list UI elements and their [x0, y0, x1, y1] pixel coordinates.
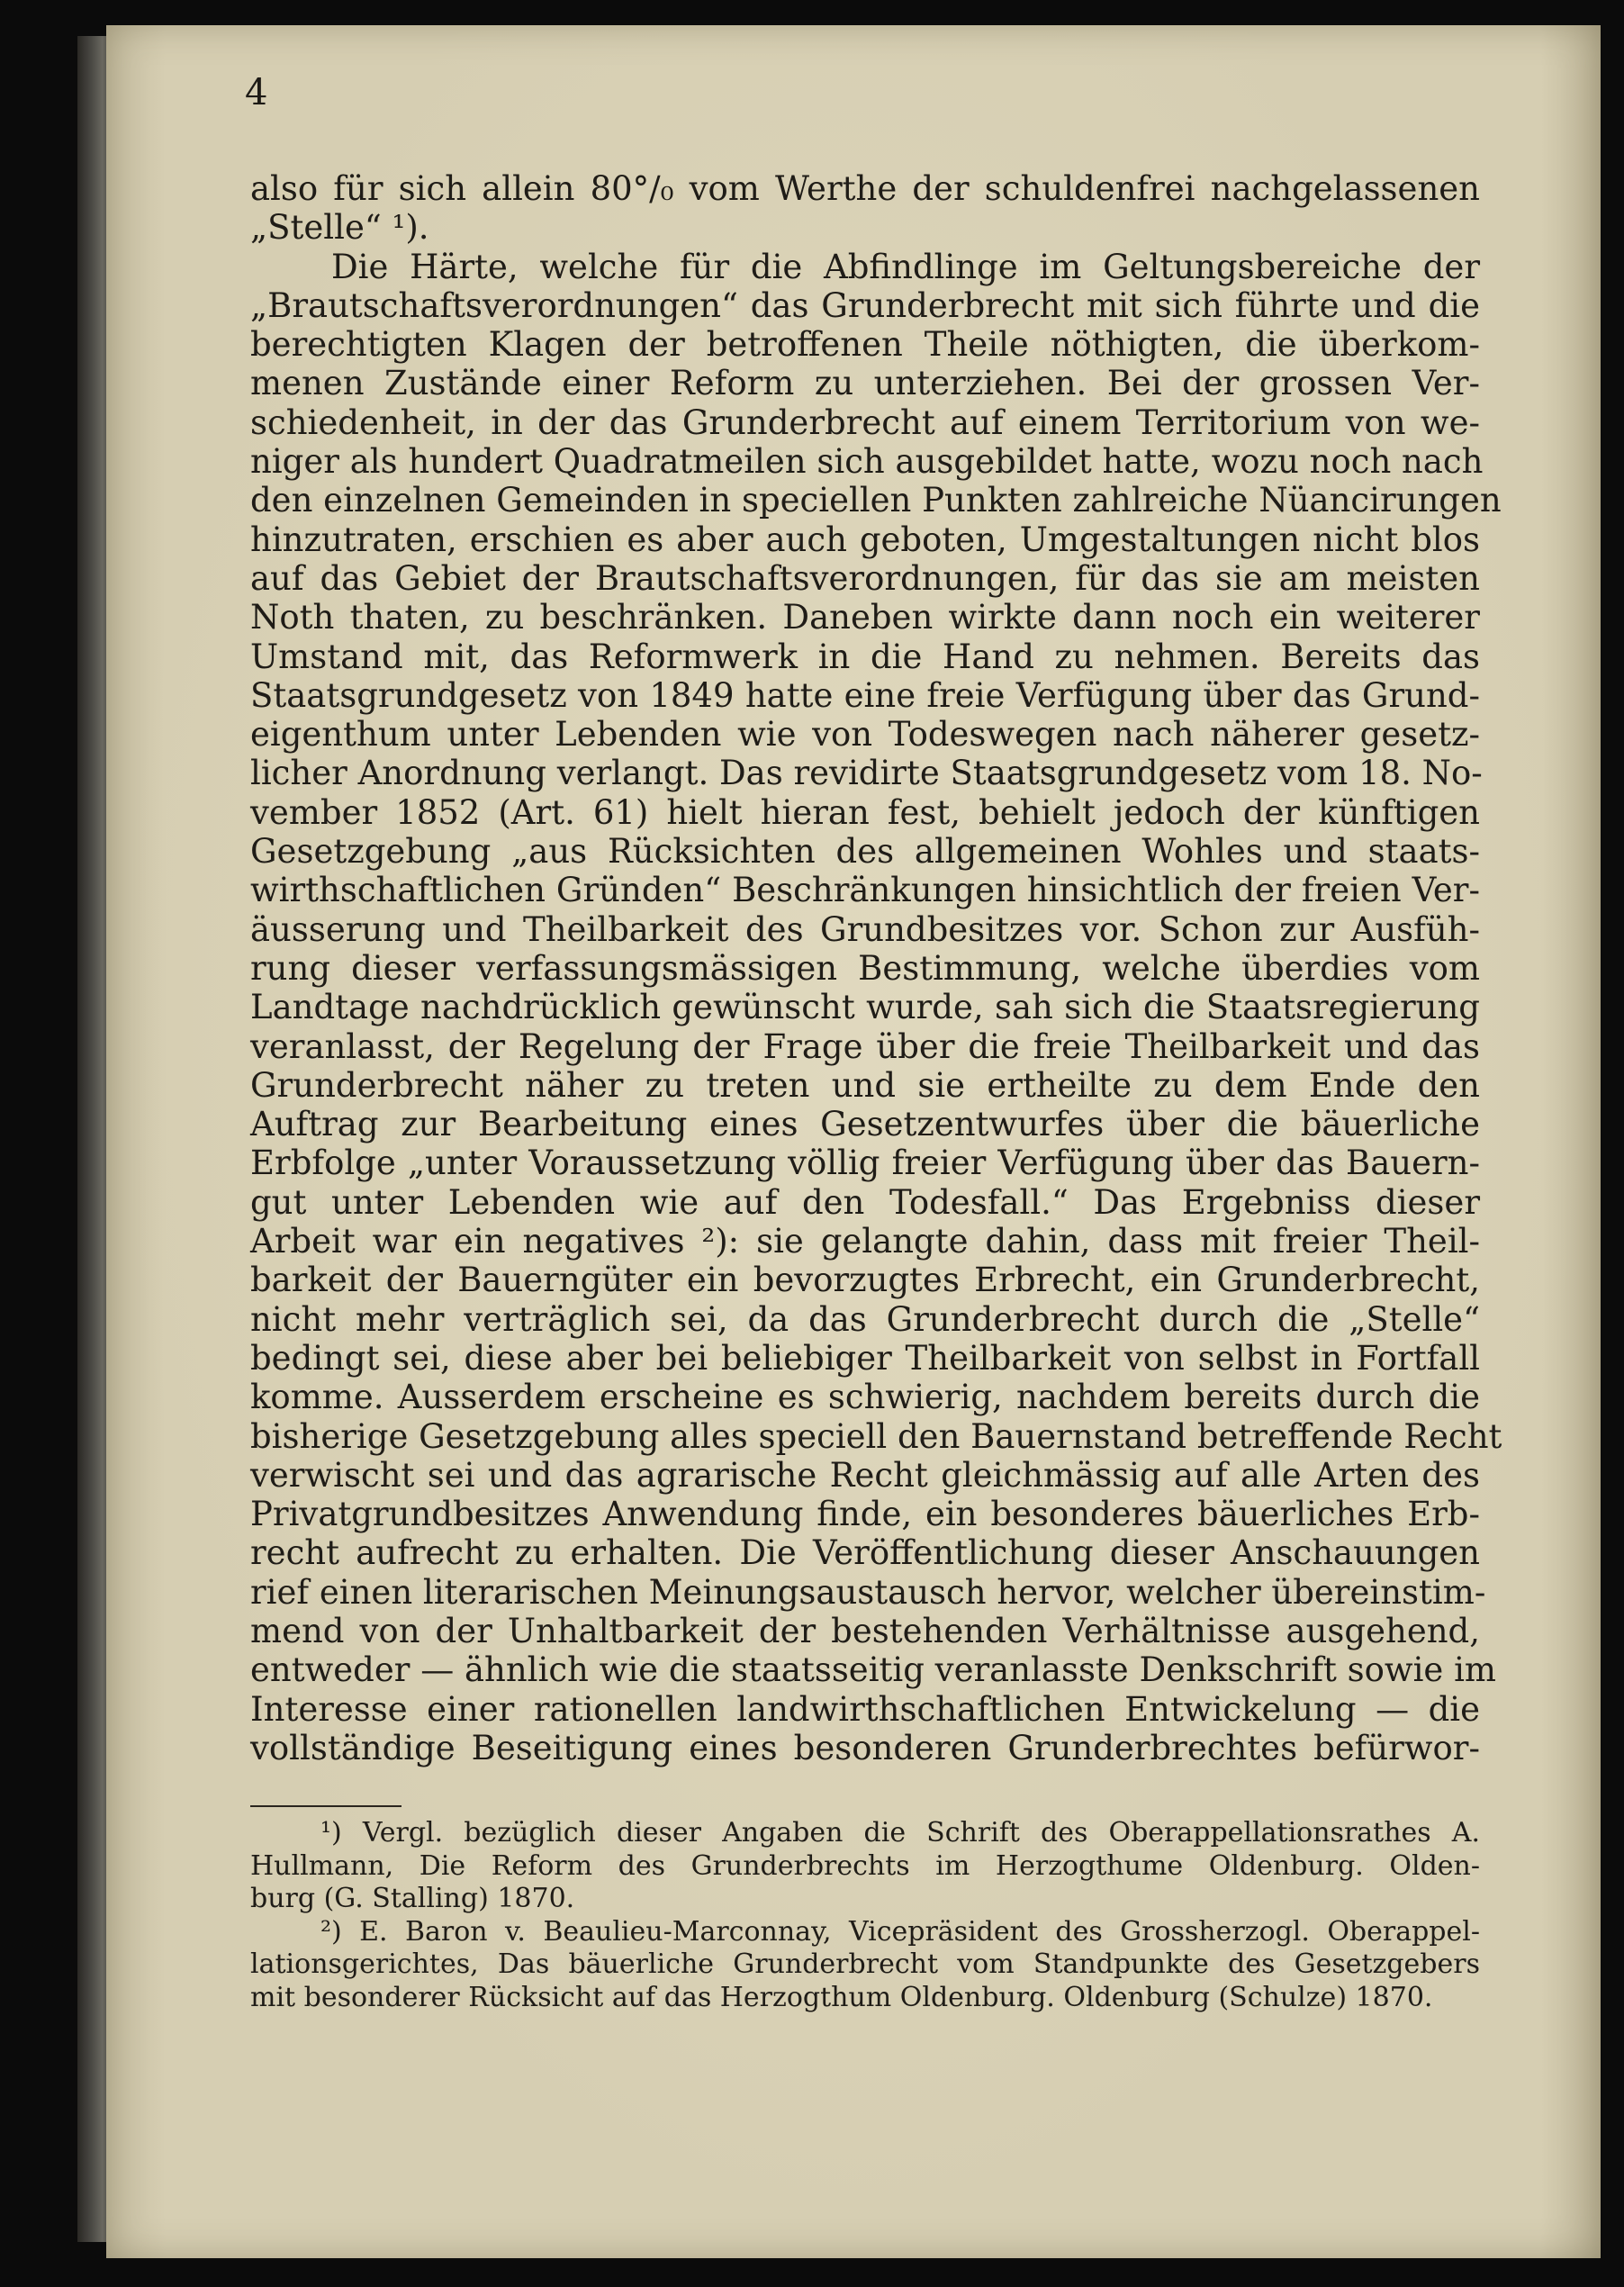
text-line: gut unter Lebenden wie auf den Todesfall.“ Das Ergebniss dieser [250, 1182, 1480, 1222]
text-line: Interesse einer rationellen landwirthschaftlichen Entwickelung — die [250, 1689, 1480, 1729]
text-line: Privatgrundbesitzes Anwendung finde, ein besonderes bäuerliches Erb- [250, 1495, 1480, 1534]
text-line: mend von der Unhaltbarkeit der bestehenden Verhältnisse ausgehend, [250, 1611, 1480, 1650]
footnote-line: ¹) Vergl. bezüglich dieser Angaben die Schrift des Oberappellationsrathes A. [320, 1817, 1480, 1849]
text-line: Die Härte, welche für die Abfindlinge im Geltungsbereiche der [331, 247, 1480, 286]
text-line: auf das Gebiet der Brautschaftsverordnungen, für das sie am meisten [250, 558, 1480, 598]
text-line: „Brautschaftsverordnungen“ das Grunderbrecht mit sich führte und die [250, 285, 1480, 325]
text-line: vollständige Beseitigung eines besonderen Grunderbrechtes befürwor- [250, 1728, 1480, 1767]
text-line: rung dieser verfassungsmässigen Bestimmung, welche überdies vom [250, 948, 1480, 988]
text-line: äusserung und Theilbarkeit des Grundbesitzes vor. Schon zur Ausfüh- [250, 909, 1480, 949]
text-line: eigenthum unter Lebenden wie von Todeswegen nach näherer gesetz- [250, 715, 1480, 755]
text-line: berechtigten Klagen der betroffenen Theile nöthigten, die überkom- [250, 325, 1480, 365]
text-line: entweder — ähnlich wie die staatsseitig veranlasste Denkschrift sowie im [250, 1650, 1496, 1690]
text-line: Arbeit war ein negatives ²): sie gelangte dahin, dass mit freier Theil- [250, 1222, 1480, 1261]
text-line: Umstand mit, das Reformwerk in die Hand zu nehmen. Bereits das [250, 637, 1480, 676]
text-line: Landtage nachdrücklich gewünscht wurde, sah sich die Staatsregierung [250, 988, 1480, 1027]
text-line: Noth thaten, zu beschränken. Daneben wirkte dann noch ein weiterer [250, 598, 1480, 637]
text-line: Gesetzgebung „aus Rücksichten des allgemeinen Wohles und staats- [250, 832, 1480, 872]
page-number: 4 [245, 72, 268, 113]
text-line: schiedenheit, in der das Grunderbrecht auf einem Territorium von we- [250, 402, 1480, 442]
text-line: nicht mehr verträglich sei, da das Grunderbrecht durch die „Stelle“ [250, 1299, 1480, 1339]
text-line: licher Anordnung verlangt. Das revidirte Staatsgrundgesetz vom 18. No- [250, 754, 1483, 793]
footnote-line: Hullmann, Die Reform des Grunderbrechts im Herzogthume Oldenburg. Olden- [250, 1849, 1480, 1882]
text-line: menen Zustände einer Reform zu unterziehen. Bei der grossen Ver- [250, 364, 1480, 403]
footnote-separator [250, 1805, 401, 1807]
text-line: den einzelnen Gemeinden in speciellen Punkten zahlreiche Nüancirungen [250, 481, 1502, 520]
footnote-line: burg (G. Stalling) 1870. [250, 1883, 575, 1914]
footnote-line: ²) E. Baron v. Beaulieu-Marconnay, Vicepräsident des Grossherzogl. Oberappel- [320, 1915, 1480, 1948]
text-line: Staatsgrundgesetz von 1849 hatte eine freie Verfügung über das Grund- [250, 675, 1480, 715]
text-line: „Stelle“ ¹). [250, 208, 429, 248]
footnotes [250, 1817, 1480, 2014]
text-line: verwischt sei und das agrarische Recht gleichmässig auf alle Arten des [250, 1455, 1480, 1495]
footnote-line: mit besonderer Rücksicht auf das Herzogthum Oldenburg. Oldenburg (Schulze) 1870. [250, 1981, 1433, 2013]
text-line: hinzutraten, erschien es aber auch geboten, Umgestaltungen nicht blos [250, 520, 1480, 559]
text-line: also für sich allein 80°/₀ vom Werthe der schuldenfrei nachgelassenen [250, 169, 1480, 208]
text-line: barkeit der Bauerngüter ein bevorzugtes Erbrecht, ein Grunderbrecht, [250, 1261, 1480, 1300]
text-line: rief einen literarischen Meinungsaustausch hervor, welcher übereinstim- [250, 1572, 1486, 1612]
footnote-line: lationsgerichtes, Das bäuerliche Grunderbrecht vom Standpunkte des Gesetzgebers [250, 1948, 1480, 1980]
text-line: bisherige Gesetzgebung alles speciell den Bauernstand betreffende Recht [250, 1416, 1502, 1456]
text-line: vember 1852 (Art. 61) hielt hieran fest, behielt jedoch der künftigen [250, 792, 1480, 832]
text-line: Auftrag zur Bearbeitung eines Gesetzentwurfes über die bäuerliche [250, 1105, 1480, 1144]
text-line: recht aufrecht zu erhalten. Die Veröffentlichung dieser Anschauungen [250, 1533, 1480, 1573]
text-line: niger als hundert Quadratmeilen sich ausgebildet hatte, wozu noch nach [250, 442, 1484, 482]
text-line: veranlasst, der Regelung der Frage über die freie Theilbarkeit und das [250, 1026, 1480, 1066]
body-text [250, 169, 1502, 1767]
text-line: bedingt sei, diese aber bei beliebiger Theilbarkeit von selbst in Fortfall [250, 1338, 1480, 1378]
text-line: Erbfolge „unter Voraussetzung völlig freier Verfügung über das Bauern- [250, 1144, 1480, 1183]
text-line: wirthschaftlichen Gründen“ Beschränkungen hinsichtlich der freien Ver- [250, 871, 1480, 910]
text-line: Grunderbrecht näher zu treten und sie ertheilte zu dem Ende den [250, 1065, 1480, 1105]
text-line: komme. Ausserdem erscheine es schwierig, nachdem bereits durch die [250, 1378, 1480, 1417]
